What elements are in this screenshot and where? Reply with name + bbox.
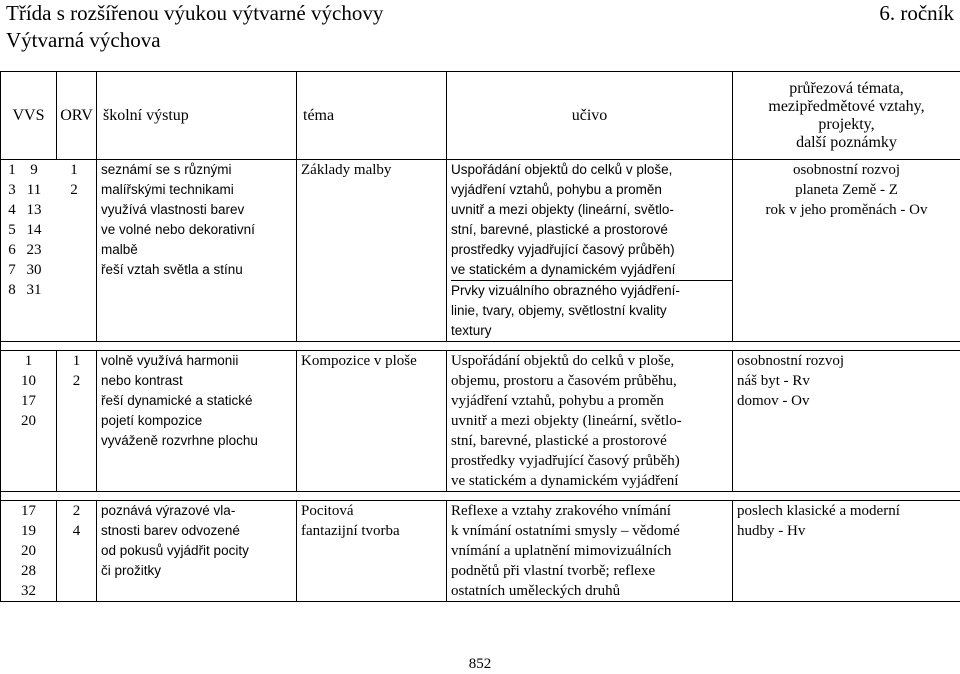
outcome-line: vyváženě rozvrhne plochu <box>101 433 258 448</box>
section-row <box>1 160 960 342</box>
page-number: 852 <box>468 656 492 672</box>
header-row <box>1 72 960 160</box>
orv-code: 1 <box>72 353 81 369</box>
topic-line: Kompozice v ploše <box>301 353 417 369</box>
vvs-code: 6 <box>8 242 16 258</box>
content-line: prostředky vyjadřující časový průběh) <box>451 453 680 469</box>
topic-line: Pocitová <box>301 503 354 519</box>
topic-cell <box>297 501 447 602</box>
content-line: uvnitř a mezi objekty (lineární, světlo- <box>451 202 674 217</box>
vvs-cell <box>1 501 57 602</box>
header-crosscutting-line: další poznámky <box>796 133 897 151</box>
topic-line: Základy malby <box>301 162 392 178</box>
orv-code: 2 <box>72 373 81 389</box>
outcome-line: ve volné nebo dekorativní <box>101 222 255 237</box>
curriculum-table <box>0 71 960 602</box>
crosscutting-line: hudby - Hv <box>737 523 806 539</box>
content-line: objemu, prostoru a časovém průběhu, <box>451 373 677 389</box>
content-cell <box>447 351 733 492</box>
header-vvs: VVS <box>1 72 57 160</box>
topic-line: fantazijní tvorba <box>301 523 400 539</box>
outcome-line: stnosti barev odvozené <box>101 523 240 538</box>
content-cell <box>447 501 733 602</box>
header-crosscutting-line: projekty, <box>818 115 875 133</box>
outcome-line: využívá vlastnosti barev <box>101 202 245 217</box>
outcome-line: řeší vztah světla a stínu <box>101 262 243 277</box>
crosscutting-line: osobnostní rozvoj <box>737 353 845 369</box>
orv-code: 4 <box>72 523 81 539</box>
crosscutting-cell <box>733 351 960 492</box>
orv-cell <box>57 351 97 492</box>
orv-code: 1 <box>70 162 78 178</box>
content-line: ve statickém a dynamickém vyjádření <box>451 473 679 489</box>
header-crosscutting-line: průřezová témata, <box>789 79 904 97</box>
vvs-code: 4 <box>8 202 16 218</box>
grade-label: 6. ročník <box>879 1 954 25</box>
content-line: Reflexe a vztahy zrakového vnímání <box>451 503 671 519</box>
crosscutting-line: náš byt - Rv <box>737 373 810 389</box>
content-line: k vnímání ostatními smysly – vědomé <box>451 523 680 539</box>
header-orv: ORV <box>57 72 97 160</box>
outcome-line: malířskými technikami <box>101 182 234 197</box>
vvs-code: 17 <box>21 503 36 519</box>
crosscutting-line: planeta Země - Z <box>795 182 898 198</box>
crosscutting-cell <box>733 160 960 342</box>
section-numbers <box>1 160 97 342</box>
content-line: textury <box>451 323 492 338</box>
vvs-code: 8 <box>8 282 16 298</box>
subject-title: Výtvarná výchova <box>6 28 161 52</box>
vvs-code: 14 <box>26 222 42 238</box>
crosscutting-line: poslech klasické a moderní <box>737 503 900 519</box>
vvs-cell <box>1 351 57 492</box>
outcome-cell <box>97 501 297 602</box>
header-crosscutting <box>733 72 960 160</box>
vvs-code: 20 <box>21 543 36 559</box>
content-line: stní, barevné, plastické a prostorové <box>451 222 668 237</box>
crosscutting-line: osobnostní rozvoj <box>792 162 901 178</box>
outcome-cell <box>97 351 297 492</box>
outcome-line: od pokusů vyjádřit pocity <box>101 543 249 558</box>
outcome-line: volně využívá harmonii <box>101 353 239 368</box>
outcome-cell <box>97 160 297 342</box>
crosscutting-cell <box>733 501 960 602</box>
crosscutting-line: domov - Ov <box>737 393 810 409</box>
content-line: prostředky vyjadřující časový průběh) <box>451 242 675 257</box>
vvs-code: 9 <box>30 162 38 178</box>
document-title: Třída s rozšířenou výukou výtvarné výchovy <box>6 1 384 25</box>
outcome-line: poznává výrazové vla- <box>101 503 236 518</box>
content-line: stní, barevné, plastické a prostorové <box>451 433 667 449</box>
content-line: Uspořádání objektů do celků v ploše, <box>451 353 675 369</box>
topic-cell <box>297 351 447 492</box>
content-line: Uspořádání objektů do celků v ploše, <box>451 162 673 177</box>
vvs-code: 28 <box>21 563 36 579</box>
vvs-code: 5 <box>8 222 16 238</box>
outcome-line: nebo kontrast <box>101 373 183 388</box>
outcome-line: řeší dynamické a statické <box>101 393 253 408</box>
content-line: vnímání a uplatnění mimovizuálních <box>451 543 672 559</box>
content-line: podnětů při vlastní tvorbě; reflexe <box>451 563 656 579</box>
content-line: ve statickém a dynamickém vyjádření <box>451 260 732 281</box>
vvs-code: 1 <box>8 162 16 178</box>
content-line: vyjádření vztahů, pohybu a proměn <box>451 393 664 409</box>
vvs-code: 10 <box>21 373 36 389</box>
vvs-code: 7 <box>8 262 16 278</box>
vvs-code: 13 <box>26 202 42 218</box>
vvs-code: 20 <box>21 413 36 429</box>
content-line: vyjádření vztahů, pohybu a proměn <box>451 182 662 197</box>
vvs-code: 30 <box>26 262 42 278</box>
section-row <box>1 351 960 492</box>
vvs-code: 31 <box>26 282 42 298</box>
header-content: učivo <box>447 72 733 160</box>
header-outcome: školní výstup <box>97 72 297 160</box>
vvs-code: 23 <box>26 242 42 258</box>
vvs-code: 11 <box>26 182 42 198</box>
outcome-line: pojetí kompozice <box>101 413 203 428</box>
section-row <box>1 501 960 602</box>
content-line: linie, tvary, objemy, světlostní kvality <box>451 303 667 318</box>
content-line: ostatních uměleckých druhů <box>451 583 621 599</box>
orv-cell <box>57 501 97 602</box>
section-spacer <box>1 342 960 351</box>
orv-code: 2 <box>72 503 81 519</box>
content-cell <box>447 160 733 342</box>
crosscutting-line: rok v jeho proměnách - Ov <box>765 202 928 218</box>
vvs-code: 3 <box>8 182 16 198</box>
outcome-line: malbě <box>101 242 138 257</box>
content-line: Prvky vizuálního obrazného vyjádření- <box>451 283 680 298</box>
vvs-code: 1 <box>24 353 33 369</box>
vvs-code: 17 <box>21 393 36 409</box>
section-spacer <box>1 492 960 501</box>
outcome-line: či prožitky <box>101 563 162 578</box>
topic-cell <box>297 160 447 342</box>
vvs-code: 19 <box>21 523 36 539</box>
outcome-line: seznámí se s různými <box>101 162 232 177</box>
content-line: uvnitř a mezi objekty (lineární, světlo- <box>451 413 682 429</box>
header-crosscutting-line: mezipředmětové vztahy, <box>768 97 925 115</box>
header-topic: téma <box>297 72 447 160</box>
orv-code: 2 <box>70 182 78 198</box>
vvs-code: 32 <box>21 583 36 599</box>
